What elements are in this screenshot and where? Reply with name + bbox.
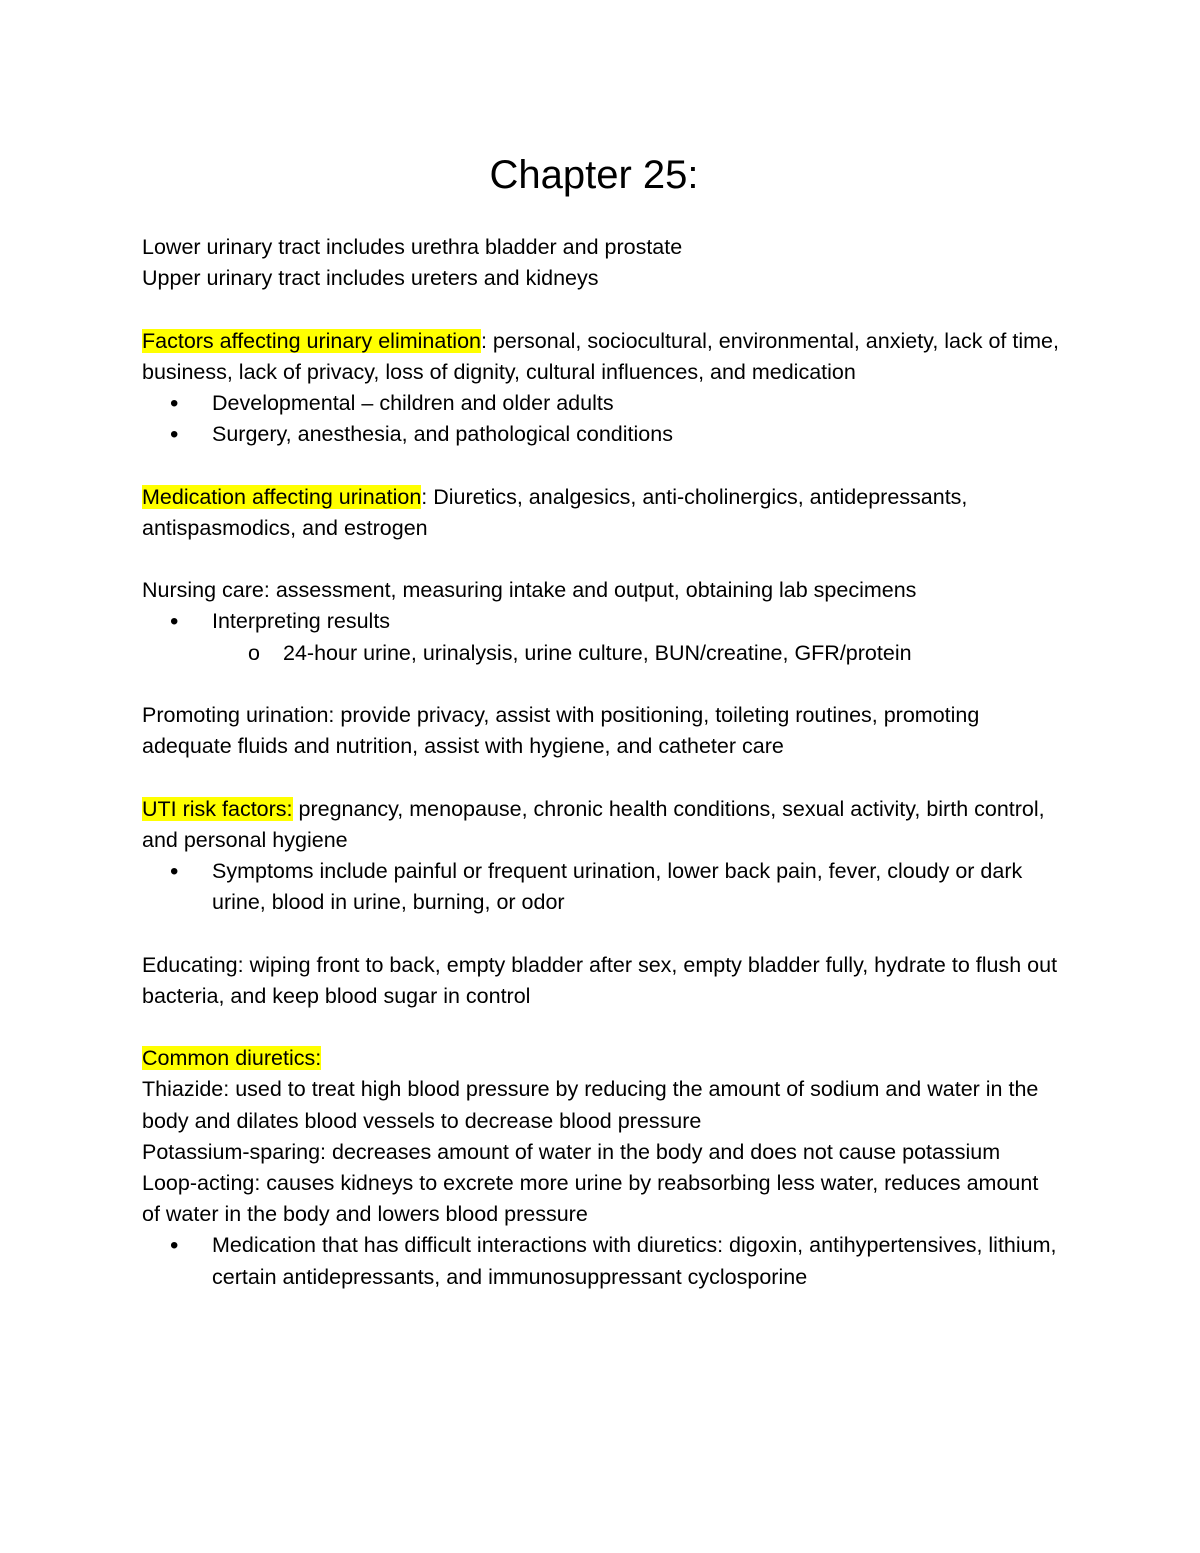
sub-list-item: o 24-hour urine, urinalysis, urine culture, BUN/creatine, GFR/protein xyxy=(142,638,1062,669)
intro-line-upper: Upper urinary tract includes ureters and kidneys xyxy=(142,266,599,291)
spacer xyxy=(142,762,1062,793)
uti-heading-highlight: UTI risk factors: xyxy=(142,796,293,821)
list-item: • Developmental – children and older adults xyxy=(142,388,1062,419)
list-item: • Symptoms include painful or frequent urination, lower back pain, fever, cloudy or dark urine, blood in urine, burning, or odor xyxy=(142,856,1062,918)
list-item: • Surgery, anesthesia, and pathological conditions xyxy=(142,419,1062,450)
nursing-paragraph: Nursing care: assessment, measuring intake and output, obtaining lab specimens xyxy=(142,578,917,603)
promoting-paragraph: Promoting urination: provide privacy, assist with positioning, toileting routines, promoting adequate fluids and nutrition, assist with hygiene, and catheter care xyxy=(142,702,980,759)
factors-paragraph xyxy=(142,326,1062,388)
uti-bullet-list xyxy=(142,856,1062,918)
diuretics-heading-highlight: Common diuretics: xyxy=(142,1046,322,1071)
page-title: Chapter 25: xyxy=(489,153,699,197)
diuretics-bullet-list xyxy=(142,1230,1062,1292)
spacer xyxy=(142,918,1062,949)
factors-text: : personal, sociocultural, environmental, anxiety, lack of time, business, lack of privacy, loss of dignity, cultural influences, and medication xyxy=(142,328,1059,384)
list-item: • Medication that has difficult interactions with diuretics: digoxin, antihypertensives, lithium, certain antidepressants, and immunosuppressant cyclosporine xyxy=(142,1230,1062,1292)
spacer xyxy=(142,544,1062,575)
intro-line-lower: Lower urinary tract includes urethra bladder and prostate xyxy=(142,235,683,259)
uti-text: pregnancy, menopause, chronic health conditions, sexual activity, birth control, and personal hygiene xyxy=(142,796,1045,852)
medication-heading-highlight: Medication affecting urination xyxy=(142,484,422,509)
spacer xyxy=(142,1012,1062,1043)
uti-paragraph xyxy=(142,794,1062,856)
spacer xyxy=(142,294,1062,325)
loop-acting-paragraph: Loop-acting: causes kidneys to excrete more urine by reabsorbing less water, reduces amount of water in the body and lowers blood pressure xyxy=(142,1170,1039,1227)
educating-paragraph: Educating: wiping front to back, empty bladder after sex, empty bladder fully, hydrate to flush out bacteria, and keep blood sugar in control xyxy=(142,952,1058,1008)
diuretics-heading-line xyxy=(142,1043,1062,1074)
spacer xyxy=(142,669,1062,700)
potassium-sparing-paragraph: Potassium-sparing: decreases amount of water in the body and does not cause potassium xyxy=(142,1139,1001,1164)
document-content xyxy=(142,150,1062,1293)
nursing-bullet-list xyxy=(142,606,1062,668)
medication-paragraph xyxy=(142,482,1062,544)
list-item: • Interpreting results xyxy=(142,606,1062,637)
factors-heading-highlight: Factors affecting urinary elimination xyxy=(142,328,481,353)
factors-bullet-list xyxy=(142,388,1062,450)
medication-text: : Diuretics, analgesics, anti-cholinergics, antidepressants, antispasmodics, and estrogen xyxy=(142,484,968,540)
spacer xyxy=(142,450,1062,481)
thiazide-paragraph: Thiazide: used to treat high blood pressure by reducing the amount of sodium and water in the body and dilates blood vessels to decrease blood pressure xyxy=(142,1077,1039,1133)
